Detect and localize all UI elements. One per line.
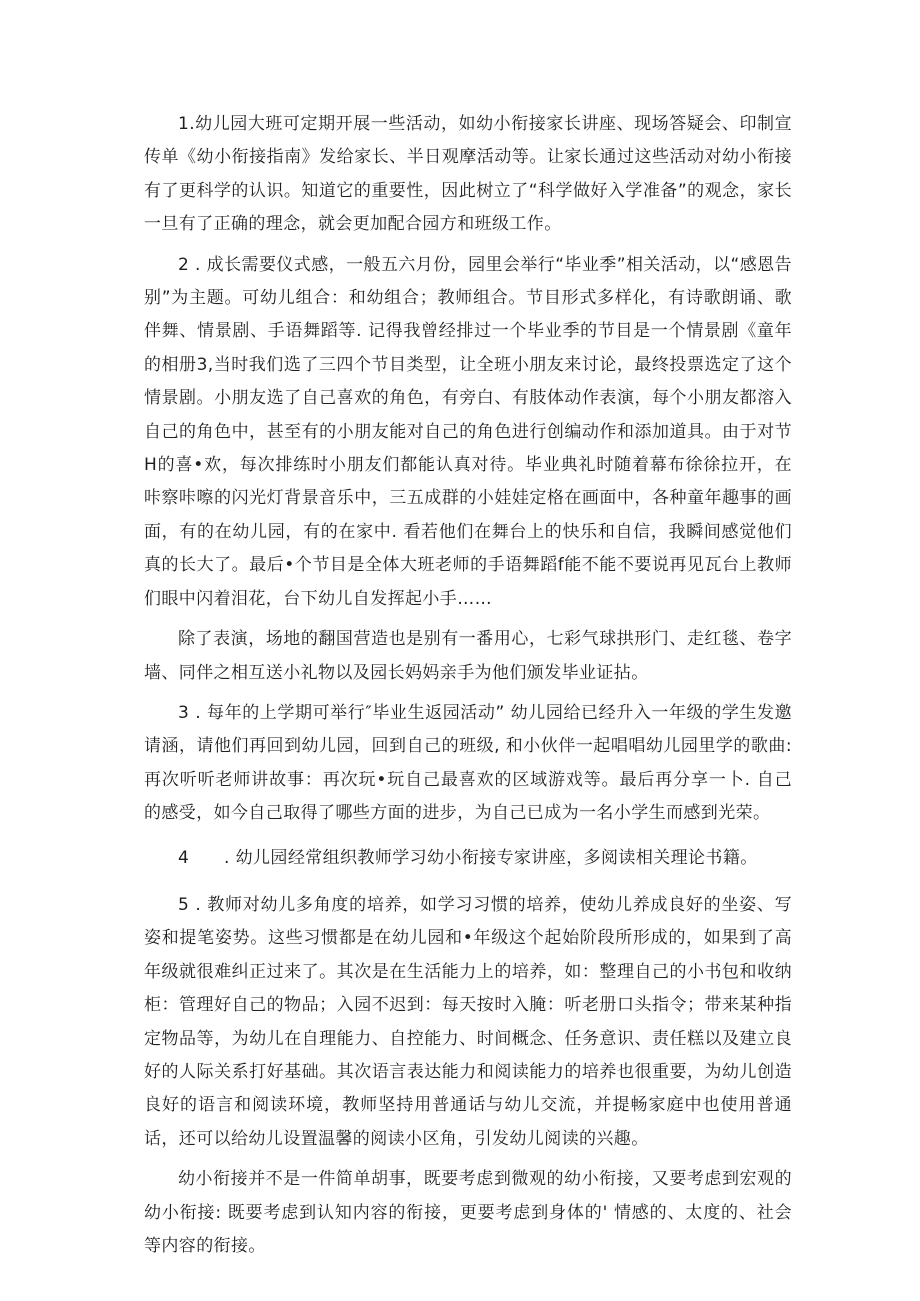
paragraph-conclusion: 幼小衔接并不是一件简单胡事，既要考虑到微观的幼小衔接，又要考虑到宏观的幼小衔接: 既要考虑到认知内容的衔接，更要考虑到身体的' 情感的、太度的、社会等内容的衔接。 bbox=[144, 1169, 792, 1256]
paragraph-4-teacher-training: 4 . 幼儿园经常组织教师学习幼小衔接专家讲座，多阅读相关理论书籍。 bbox=[178, 847, 758, 868]
paragraph-5-habit-cultivation: 5 . 教师对幼儿多角度的培养，如学习习惯的培养，使幼儿养成良好的坐姿、写姿和提笔姿势。这些习惯都是在幼儿园和•年级这个起始阶段所形成的，如果到了高年级就很难纠正过来了。其次是在生活能力上的培养，如：整理自己的小书包和收纳柜：管理好自己的物品；入园不迟到：每天按时入腌：听老册口头指令；带来某种指定物品等，为幼儿在自理能力、自控能力、时间概念、任务意识、责任糕以及建立良好的人际关系打好基础。其次语言表达能力和阅读能力的培养也很重要，为幼儿创造良好的语言和阅读环境，教师坚持用普通话与幼儿交流，并提畅家庭中也使用普通话，还可以给幼儿设置温馨的阅读小区角，引发幼儿阅读的兴趣。 bbox=[144, 894, 792, 1149]
paragraph-3-alumni-return: 3 . 每年的上学期可举行″毕业生返园活动” 幼儿园给已经升入一年级的学生发邀请涵，请他们再回到幼儿园，回到自己的班级, 和小伙伴一起唱唱幼儿园里学的歌曲: 再次听听老师讲故事：再次玩•玩自己最喜欢的区域游戏等。最后再分享一卜. 自己的感受，如今自己取得了哪些方面的进步，为自己已成为一名小学生而感到光荣。 bbox=[144, 702, 792, 824]
document-body bbox=[144, 108, 792, 1263]
paragraph-1-parent-activities: 1.幼儿园大班可定期开展一些活动，如幼小衔接家长讲座、现场答疑会、印制宣传单《幼小衔接指南》发给家长、半日观摩活动等。让家长通过这些活动对幼小衔接有了更科学的认识。知道它的重要性，因此树立了“科学做好入学准备”的观念，家长一旦有了正确的理念，就会更加配合园方和班级工作。 bbox=[144, 114, 792, 235]
paragraph-2-graduation-ceremony: 2 . 成长需要仪式感，一般五六月份，园里会举行“毕业季”相关活动，以“感恩告别”为主题。可幼儿组合：和幼组合；教师组合。节目形式多样化，有诗歌朗诵、歌伴舞、情景剧、手语舞蹈等. 记得我曾经排过一个毕业季的节目是一个情景剧《童年的相册3,当时我们选了三四个节目类型，让全班小朋友来讨论，最终投票选定了这个情景剧。小朋友选了自己喜欢的角色，有旁白、有肢体动作表演，每个小朋友都溶入自己的角色中，甚至有的小朋友能对自己的角色进行创编动作和添加道具。由于对节H的喜•欢，每次排练时小朋友们都能认真对待。毕业典礼时随着幕布徐徐拉开，在咔察咔嚓的闪光灯背景音乐中，三五成群的小娃娃定格在画面中，各种童年趣事的画面，有的在幼儿园，有的在家中. 看若他们在舞台上的快乐和自信，我瞬间感觉他们真的长大了。最后•个节目是全体大班老师的手语舞蹈f能不能不要说再见瓦台上教师们眼中闪着泪花，台下幼儿自发挥起小手…… bbox=[144, 254, 792, 609]
paragraph-venue-decoration: 除了表演，场地的翻国营造也是别有一番用心，七彩气球拱形门、走红毯、卷字墙、同伴之相互送小礼物以及园长妈妈亲手为他们颁发毕业证拈。 bbox=[144, 629, 792, 683]
